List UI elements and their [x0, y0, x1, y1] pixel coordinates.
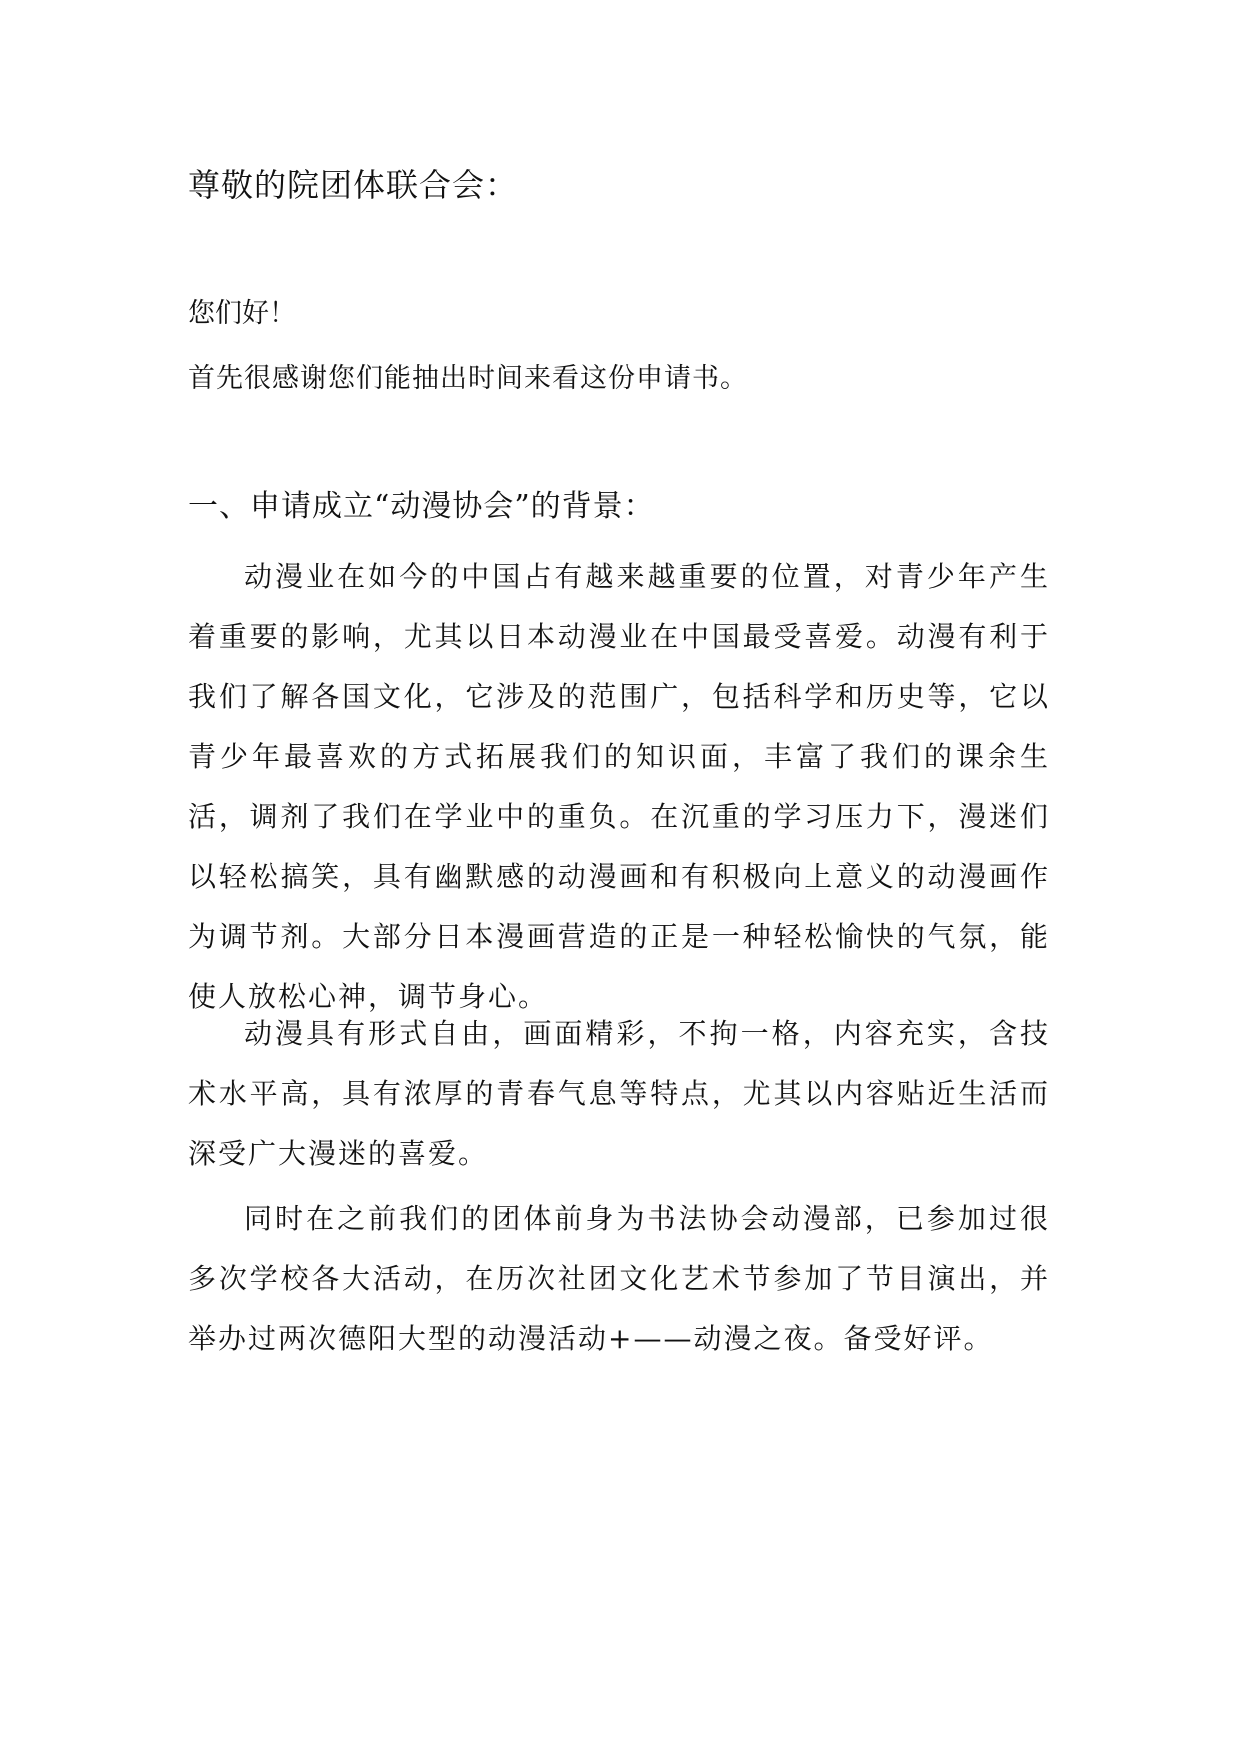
salutation: 尊敬的院团体联合会： — [188, 166, 519, 204]
paragraph-history: 同时在之前我们的团体前身为书法协会动漫部，已参加过很多次学校各大活动，在历次社团文化艺术节参加了节目演出，并举办过两次德阳大型的动漫活动+——动漫之夜。备受好评。 — [188, 1202, 1050, 1355]
greeting: 您们好！ — [188, 298, 296, 329]
paragraph-features: 动漫具有形式自由，画面精彩，不拘一格，内容充实，含技术水平高，具有浓厚的青春气息等特点，尤其以内容贴近生活而深受广大漫迷的喜爱。 — [188, 1017, 1050, 1170]
opening-line: 首先很感谢您们能抽出时间来看这份申请书。 — [188, 363, 748, 394]
section-heading: 一、申请成立“动漫协会”的背景： — [188, 489, 655, 524]
paragraph-background: 动漫业在如今的中国占有越来越重要的位置，对青少年产生着重要的影响，尤其以日本动漫业在中国最受喜爱。动漫有利于我们了解各国文化，它涉及的范围广，包括科学和历史等，它以青少年最喜欢的方式拓展我们的知识面，丰富了我们的课余生活，调剂了我们在学业中的重负。在沉重的学习压力下，漫迷们以轻松搞笑，具有幽默感的动漫画和有积极向上意义的动漫画作为调节剂。大部分日本漫画营造的正是一种轻松愉快的气氛，能使人放松心神，调节身心。 — [188, 560, 1050, 1013]
